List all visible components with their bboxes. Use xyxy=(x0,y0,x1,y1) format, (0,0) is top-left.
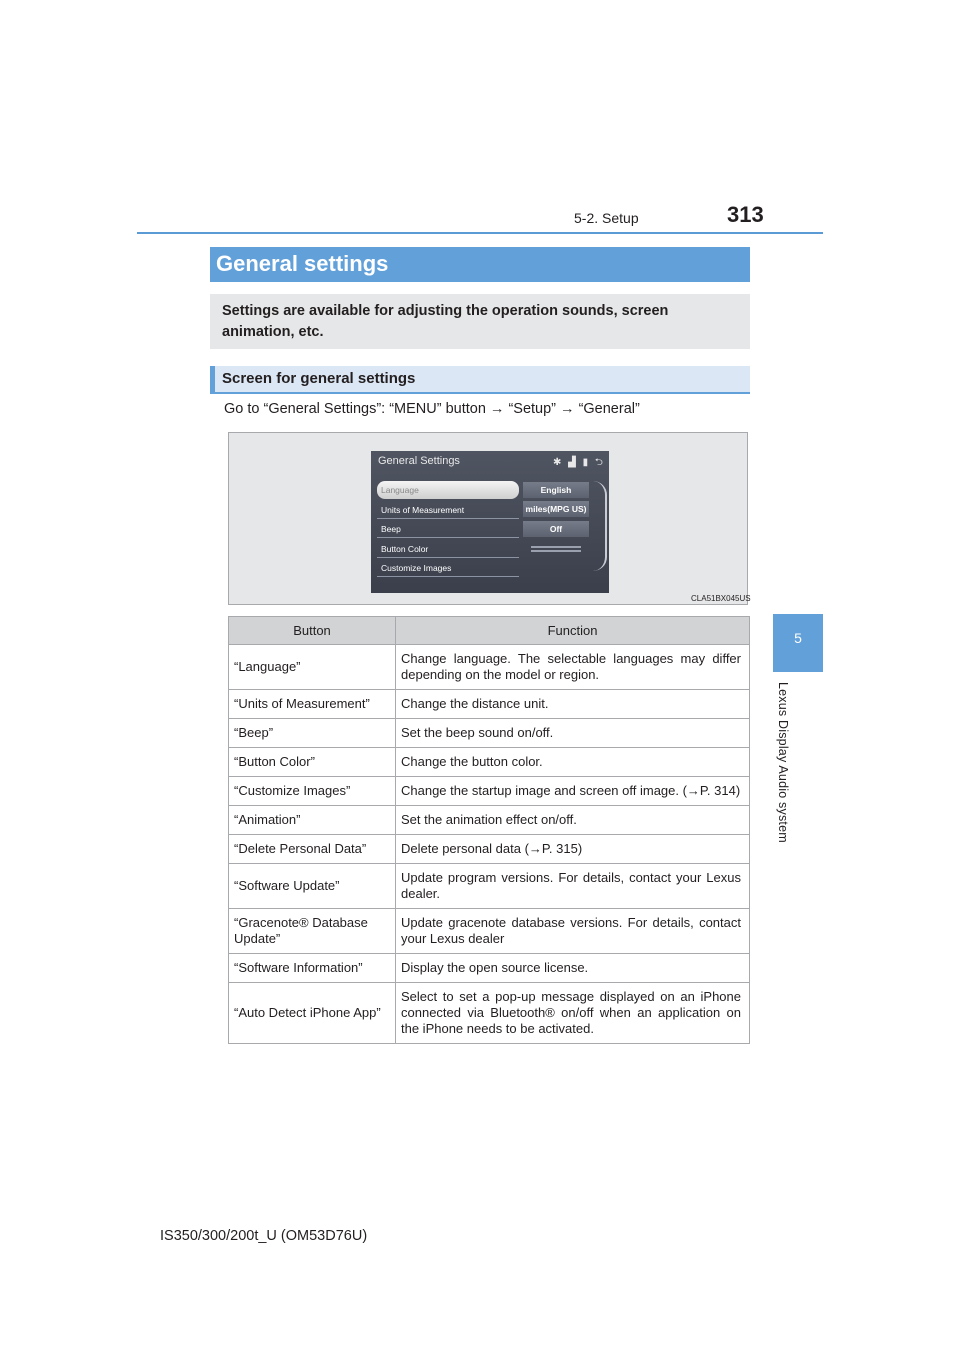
table-header-row xyxy=(229,617,750,645)
intro-text: Settings are available for adjusting the operation sounds, screen animation, etc. xyxy=(222,303,669,340)
table-row xyxy=(229,806,750,835)
button-cell: “Delete Personal Data” xyxy=(229,835,396,864)
instruction-text: Go to “General Settings”: “MENU” button → “Setup” → “General” xyxy=(224,401,640,417)
button-cell: “Auto Detect iPhone App” xyxy=(229,983,396,1044)
header-button: Button xyxy=(229,617,396,645)
function-cell: Display the open source license. xyxy=(396,954,750,983)
function-cell: Update program versions. For details, contact your Lexus dealer. xyxy=(396,864,750,909)
general-settings-screen xyxy=(371,451,609,593)
function-cell: Change the distance unit. xyxy=(396,690,750,719)
button-color-bar xyxy=(531,546,581,548)
screen-row-units: Units of Measurement xyxy=(377,501,519,519)
table-row xyxy=(229,909,750,954)
chapter-title: Lexus Display Audio system xyxy=(776,682,790,843)
button-cell: “Animation” xyxy=(229,806,396,835)
screen-value-language: English xyxy=(523,482,589,498)
button-cell: “Software Information” xyxy=(229,954,396,983)
function-cell: Change the startup image and screen off image. (→P. 314) xyxy=(396,777,750,806)
function-cell: Delete personal data (→P. 315) xyxy=(396,835,750,864)
status-icons: ✱ ▟ ▮ ⮌ xyxy=(553,457,605,468)
button-cell: “Units of Measurement” xyxy=(229,690,396,719)
table-row xyxy=(229,983,750,1044)
table-row xyxy=(229,748,750,777)
table-row xyxy=(229,864,750,909)
screenshot-figure xyxy=(228,432,751,605)
table-row xyxy=(229,690,750,719)
sub-header-title: Screen for general settings xyxy=(222,370,416,387)
function-cell: Update gracenote database versions. For details, contact your Lexus dealer xyxy=(396,909,750,954)
page-number: 313 xyxy=(727,202,764,227)
screen-row-language: Language xyxy=(377,481,519,499)
sub-header-accent xyxy=(210,366,215,392)
button-cell: “Button Color” xyxy=(229,748,396,777)
header-rule xyxy=(137,232,823,234)
table-row xyxy=(229,777,750,806)
button-cell: “Beep” xyxy=(229,719,396,748)
intro-box xyxy=(210,294,750,349)
function-cell: Set the beep sound on/off. xyxy=(396,719,750,748)
section-title: General settings xyxy=(216,251,389,276)
footer-model-code: IS350/300/200t_U (OM53D76U) xyxy=(160,1228,368,1244)
button-cell: “Language” xyxy=(229,645,396,690)
screen-row-button-color: Button Color xyxy=(377,540,519,558)
button-cell: “Software Update” xyxy=(229,864,396,909)
figure-code: CLA51BX045US xyxy=(691,594,751,603)
chapter-tab xyxy=(773,614,823,672)
sub-header xyxy=(210,366,750,394)
settings-table xyxy=(228,616,750,1044)
screen-title: General Settings xyxy=(378,455,460,467)
table-row xyxy=(229,835,750,864)
scroll-arc xyxy=(593,481,607,571)
section-label: 5-2. Setup xyxy=(574,210,639,226)
screen-row-customize-images: Customize Images xyxy=(377,559,519,577)
chapter-number: 5 xyxy=(794,630,802,646)
screen-value-beep: Off xyxy=(523,521,589,537)
button-color-bar xyxy=(531,550,581,552)
table-row xyxy=(229,954,750,983)
button-cell: “Customize Images” xyxy=(229,777,396,806)
table-row xyxy=(229,645,750,690)
table-row xyxy=(229,719,750,748)
section-title-bar xyxy=(210,247,750,282)
screen-row-beep: Beep xyxy=(377,520,519,538)
button-cell: “Gracenote® Database Update” xyxy=(229,909,396,954)
header-function: Function xyxy=(396,617,750,645)
function-cell: Set the animation effect on/off. xyxy=(396,806,750,835)
screen-value-units: miles(MPG US) xyxy=(523,501,589,517)
function-cell: Change language. The selectable languages may differ depending on the model or region. xyxy=(396,645,750,690)
function-cell: Change the button color. xyxy=(396,748,750,777)
function-cell: Select to set a pop-up message displayed on an iPhone connected via Bluetooth® on/off when an application on the iPhone needs to be activated. xyxy=(396,983,750,1044)
